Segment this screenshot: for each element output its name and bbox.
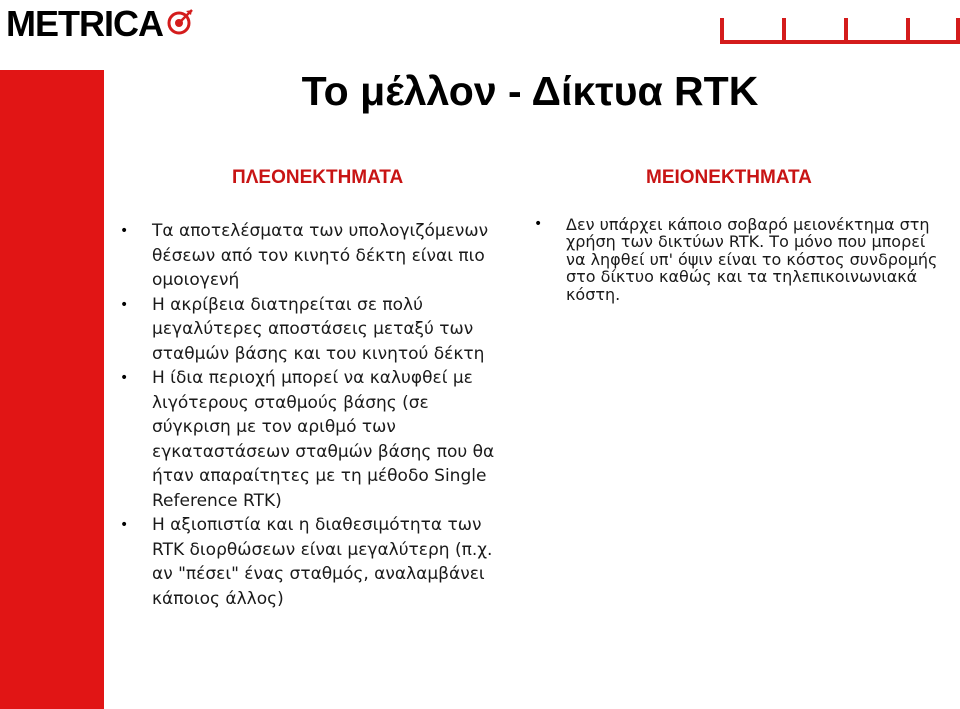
list-item — [120, 513, 500, 611]
metrica-logo — [6, 4, 195, 44]
sidebar-accent-bar — [0, 70, 104, 709]
advantages-heading: ΠΛΕΟΝΕΚΤΗΜΑΤΑ — [232, 167, 404, 188]
logo-text: METRICA — [6, 3, 163, 44]
list-item-text: Η ίδια περιοχή μπορεί να καλυφθεί με λιγότερους σταθμούς βάσης (σε σύγκριση με τον αριθμό των εγκαταστάσεων σταθμών βάσης που θα ήταν απαραίτητες με τη μέθοδο Single Reference RTK) — [152, 368, 495, 511]
header-decoration — [720, 18, 960, 44]
list-item-text: Δεν υπάρχει κάποιο σοβαρό μειονέκτημα στη χρήση των δικτύων RTK. Το μόνο που μπορεί να ληφθεί υπ' όψιν είναι το κόστος συνδρομής στο δίκτυο καθώς και τα τηλεπικοινωνιακά κόστη. — [566, 215, 938, 304]
bullet-icon: • — [120, 517, 129, 533]
slide-title: Το μέλλον - Δίκτυα RTK — [301, 68, 759, 114]
list-item — [534, 216, 944, 303]
disadvantages-list — [534, 216, 944, 303]
bullet-icon: • — [120, 223, 129, 239]
list-item-text: Η ακρίβεια διατηρείται σε πολύ μεγαλύτερες αποστάσεις μεταξύ των σταθμών βάσης και του κινητού δέκτη — [152, 294, 485, 364]
list-item — [120, 219, 500, 293]
target-icon — [165, 7, 195, 37]
list-item — [120, 366, 500, 513]
list-item-text: Η αξιοπιστία και η διαθεσιμότητα των RTK διορθώσεων είναι μεγαλύτερη (π.χ. αν "πέσει" ένας σταθμός, αναλαμβάνει κάποιος άλλος) — [152, 515, 493, 609]
list-item — [120, 293, 500, 367]
advantages-list — [120, 219, 500, 611]
bullet-icon: • — [534, 216, 543, 232]
bullet-icon: • — [120, 370, 129, 386]
bullet-icon: • — [120, 296, 129, 313]
list-item-text: Τα αποτελέσματα των υπολογιζόμενων θέσεων από τον κινητό δέκτη είναι πιο ομοιογενή — [152, 221, 489, 290]
disadvantages-heading: ΜΕΙΟΝΕΚΤΗΜΑΤΑ — [646, 167, 812, 188]
